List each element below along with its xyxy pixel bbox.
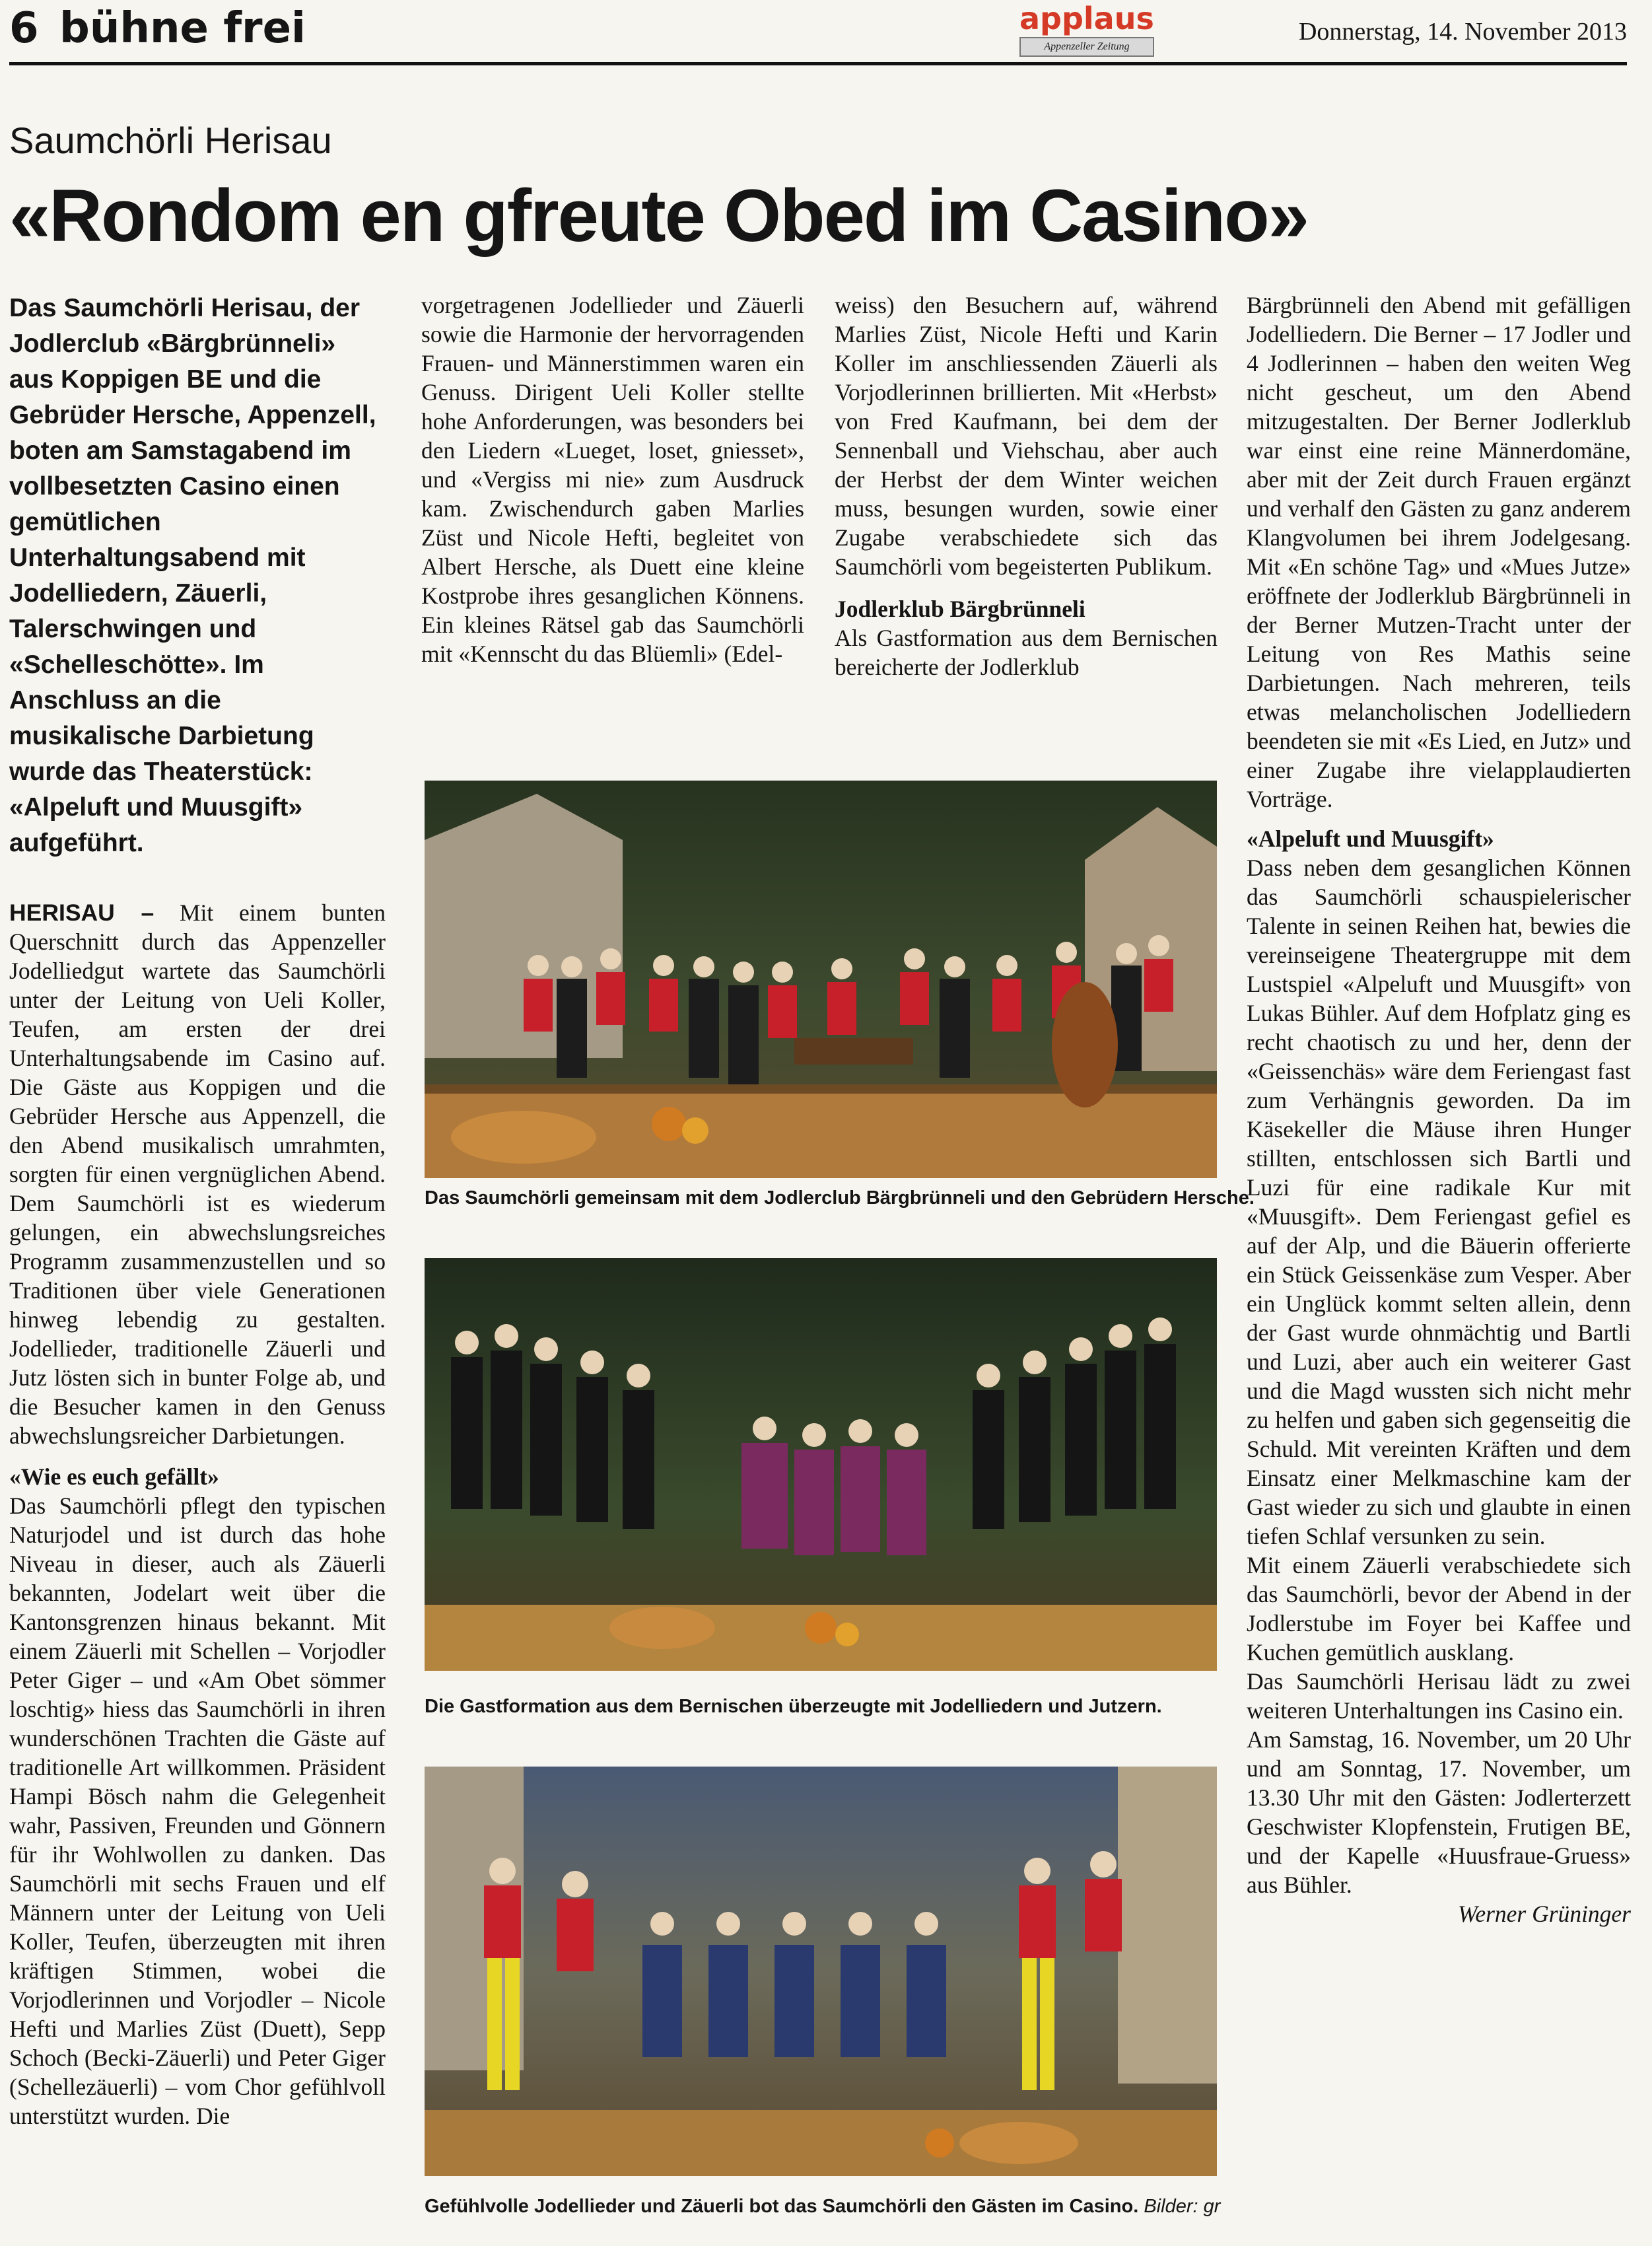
photo-choir-ensemble xyxy=(425,781,1217,1178)
section-name: bühne frei xyxy=(59,4,306,53)
page-header xyxy=(9,0,1627,63)
subheading-wie-es-euch-gefaellt: «Wie es euch gefällt» xyxy=(9,1463,219,1490)
photo-caption-3 xyxy=(425,2193,1220,2220)
column-3 xyxy=(835,291,1218,682)
body-paragraph: Bärgbrünneli den Abend mit gefälligen Jodelliedern. Die Berner – 17 Jodler und 4 Jodlerinnen – haben den weiten Weg nicht gescheut, um den Abend mitzugestalten. Der Berner Jodlerklub war einst eine reine Männerdomäne, aber mit der Zeit durch Frauen ergänzt und verhalf den Gästen zu ganz anderem Klangvolumen bei ihrem Jodelgesang. Mit «En schöne Tag» und «Mues Jutze» eröffnete der Jodlerklub Bärgbrünneli in der Berner Mutzen-Tracht unter der Leitung von Res Mathis seine Darbietungen. Nach mehreren, teils etwas melancholischen Jodelliedern beendeten sie mit «Es Lied, en Jutz» und einer Zugabe ihre vielapplaudierten Vorträge. xyxy=(1247,292,1631,812)
subheading-alpeluft: «Alpeluft und Muusgift» xyxy=(1247,825,1494,852)
article-lead: Das Saumchörli Herisau, der Jodlerclub «Bärgbrünneli» aus Koppigen BE und die Gebrüder Hersche, Appenzell, boten am Samstagabend im vollbesetzten Casino einen gemütlichen Unterhaltungsabend mit Jodelliedern, Zäuerli, Talerschwingen und «Schelleschötte». Im Anschluss an die musikalische Darbietung wurde das Theaterstück: «Alpeluft und Muusgift» aufgeführt. xyxy=(9,294,376,857)
body-paragraph: Das Saumchörli Herisau lädt zu zwei weiteren Unterhaltungen ins Casino ein. xyxy=(1247,1668,1631,1724)
author-byline: Werner Grüninger xyxy=(1458,1901,1631,1927)
logo-word: applaus xyxy=(1019,1,1154,36)
header-rule xyxy=(9,62,1627,65)
photo-caption-2: Die Gastformation aus dem Bernischen überzeugte mit Jodelliedern und Jutzern. xyxy=(425,1696,1162,1717)
photo-saumchoerli-stage xyxy=(425,1767,1217,2176)
column-2 xyxy=(421,291,804,668)
applaus-logo xyxy=(1019,1,1171,61)
photo-guest-choir xyxy=(425,1258,1217,1671)
logo-newspaper-name: Appenzeller Zeitung xyxy=(1019,37,1154,57)
caption-text: Gefühlvolle Jodellieder und Zäuerli bot das Saumchörli den Gästen im Casino. xyxy=(425,2196,1139,2217)
photo-caption-1: Das Saumchörli gemeinsam mit dem Jodlerclub Bärgbrünneli und den Gebrüdern Hersche. xyxy=(425,1187,1255,1209)
dateline: HERISAU – xyxy=(9,899,155,926)
body-text: Mit einem bunten Querschnitt durch das Appenzeller Jodelliedgut wartete das Saumchörli unter der Leitung von Ueli Koller, Teufen, am ersten der drei Unterhaltungsabende im Casino auf. Die Gäste aus Koppigen und die Gebrüder Hersche aus Appenzell, die den Abend musikalisch umrahmten, sorgten für einen vergnüglichen Abend. Dem Saumchörli ist es wiederum gelungen, ein abwechslungsreiches Programm zusammenzustellen und so Traditionen über viele Generationen hinweg lebendig zu gestalten. Jodellieder, traditionelle Zäuerli und Jutz lösten sich in bunter Folge ab, und die Besucher kamen in den Genuss abwechslungsreicher Darbietungen. xyxy=(9,899,386,1449)
page-number: 6 xyxy=(9,4,39,53)
body-paragraph: Das Saumchörli pflegt den typischen Naturjodel und ist durch das hohe Niveau in dieser, auch als Zäuerli bekannten, Jodelart weit über die Kantonsgrenzen hinaus bekannt. Mit einem Zäuerli mit Schellen – Vorjodler Peter Giger – und «Am Obet sömmer loschtig» hiess das Saumchörli in ihren wunderschönen Trachten die Gäste auf traditionelle Art willkommen. Präsident Hampi Bösch nahm die Gelegenheit wahr, Passiven, Freunden und Gönnern für ihr Wohlwollen zu danken. Das Saumchörli mit sechs Frauen und elf Männern unter der Leitung von Ueli Koller, Teufen, überzeugten mit ihren kräftigen Stimmen, wobei die Vorjodlerinnen und Vorjodler – Nicole Hefti und Marlies Züst (Duett), Sepp Schoch (Becki-Zäuerli) und Peter Giger (Schellezäuerli) – vom Chor gefühlvoll unterstützt wurden. Die xyxy=(9,1492,386,2129)
subheading-jodlerklub: Jodlerklub Bärgbrünneli xyxy=(835,596,1085,622)
body-paragraph: Mit einem Zäuerli verabschiedete sich das Saumchörli, bevor der Abend in der Jodlerstube im Foyer bei Kaffee und Kuchen gemütlich ausklang. xyxy=(1247,1552,1631,1666)
column-1 xyxy=(9,291,386,2130)
issue-date: Donnerstag, 14. November 2013 xyxy=(1298,18,1627,46)
article-title: «Rondom en gfreute Obed im Casino» xyxy=(9,174,1308,257)
body-paragraph: Als Gastformation aus dem Bernischen bereicherte der Jodlerklub xyxy=(835,625,1218,680)
column-4 xyxy=(1247,291,1631,1928)
body-paragraph: vorgetragenen Jodellieder und Zäuerli sowie die Harmonie der hervorragenden Frauen- und Männerstimmen waren ein Genuss. Dirigent Ueli Koller stellte hohe Anforderungen, was besonders bei den Liedern «Lueget, loset, gniesset», und «Vergiss mi nie» zum Ausdruck kam. Zwischendurch gaben Marlies Züst und Nicole Hefti, begleitet von Albert Hersche, als Duett eine kleine Kostprobe ihres gesanglichen Könnens. Ein kleines Rätsel gab das Saumchörli mit «Kennscht du das Blüemli» (Edel- xyxy=(421,292,804,667)
body-paragraph: Am Samstag, 16. November, um 20 Uhr und am Sonntag, 17. November, um 13.30 Uhr mit den Gästen: Jodlerterzett Geschwister Klopfenstein, Frutigen BE, und der Kapelle «Huusfraue-Gruess» aus Bühler. xyxy=(1247,1726,1631,1898)
photo-credit: Bilder: gr xyxy=(1144,2196,1221,2217)
body-paragraph xyxy=(9,898,386,1450)
article-kicker: Saumchörli Herisau xyxy=(9,120,332,161)
body-paragraph: Dass neben dem gesanglichen Können das Saumchörli schauspielerischer Talente in seinen Reihen hat, bewies die vereinseigene Theatergruppe mit dem Lustspiel «Alpeluft und Muusgift» von Lukas Bühler. Auf dem Hofplatz ging es recht chaotisch zu und her, denn der «Geissenchäs» wäre dem Feriengast fast zum Verhängnis geworden. Da im Käsekeller die Mäuse ihren Hunger stillten, entschlossen sich Bartli und Luzi für eine radikale Kur mit «Muusgift». Dem Feriengast gefiel es auf der Alp, und die Bäuerin offerierte ein Stück Geissenkäse zum Vesper. Aber ein Unglück kommt selten allein, denn der Gast wurde ohnmächtig und Bartli und Luzi, aber auch ein weiterer Gast und die Magd wussten sich nicht mehr zu helfen und gaben sich gegenseitig die Schuld. Mit vereinten Kräften und dem Einsatz einer Melkmaschine kam der Gast wieder zu sich und glaubte in einen tiefen Schlaf versunken zu sein. xyxy=(1247,855,1631,1549)
body-paragraph: weiss) den Besuchern auf, während Marlies Züst, Nicole Hefti und Karin Koller im anschliessenden Zäuerli als Vorjodlerinnen brillierten. Mit «Herbst» von Fred Kaufmann, bei dem der Sennenball und Viehschau, aber auch der Herbst der dem Winter weichen muss, besungen wurden, sowie einer Zugabe verabschiedete sich das Saumchörli vom begeisterten Publikum. xyxy=(835,292,1218,580)
